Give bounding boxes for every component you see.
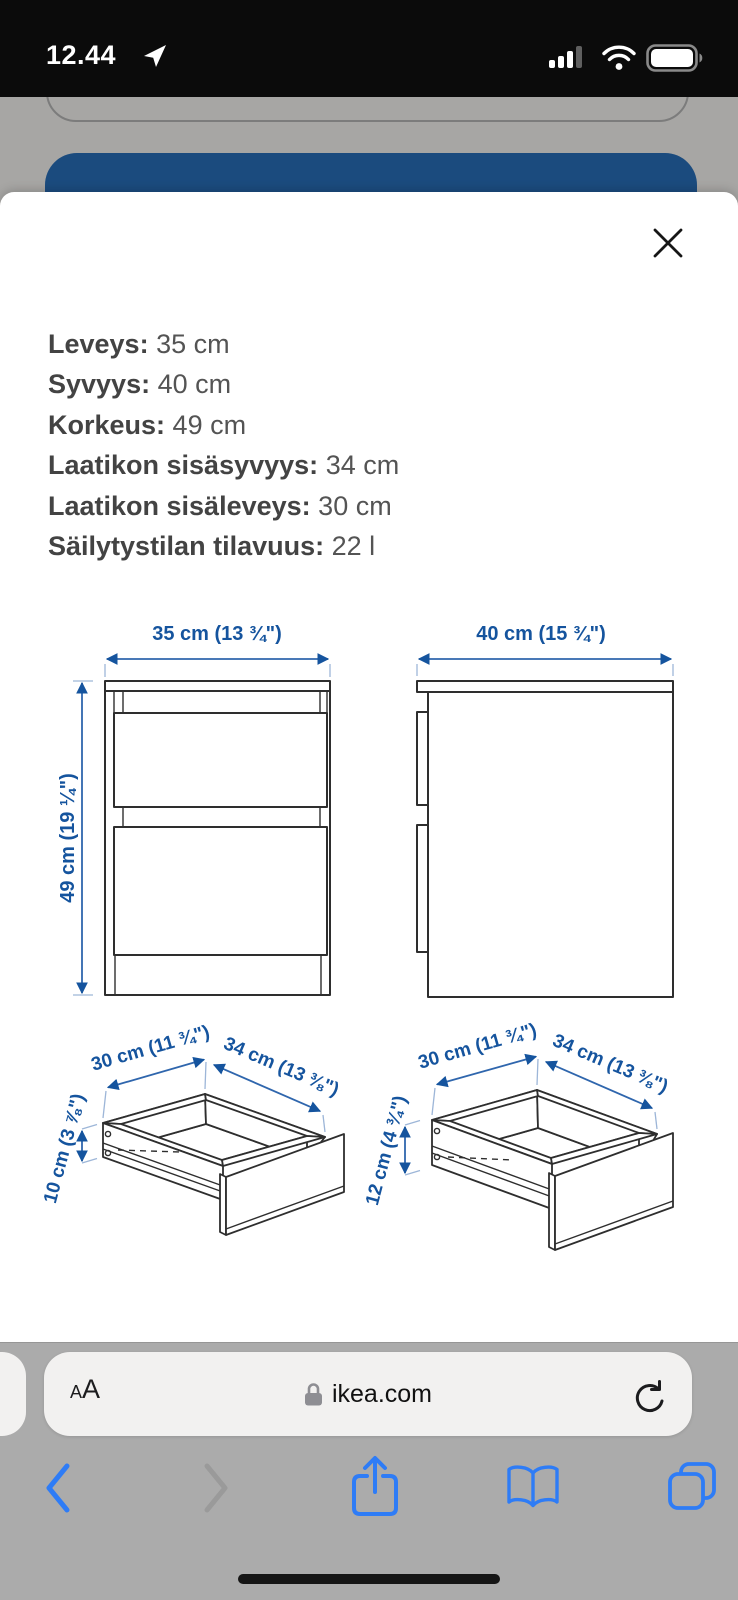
spec-row: Syvyys: 40 cm <box>48 369 232 400</box>
large-drawer-depth-label: 34 cm (13 ⅜") <box>549 1030 671 1098</box>
status-bar <box>0 0 738 97</box>
small-drawer-depth-label: 34 cm (13 ⅜") <box>220 1033 342 1101</box>
side-view-diagram <box>380 610 720 1010</box>
spec-row: Leveys: 35 cm <box>48 329 230 359</box>
reader-button[interactable]: AA <box>70 1374 101 1404</box>
tabs-icon[interactable] <box>666 1460 718 1512</box>
small-drawer-diagram <box>40 1010 370 1260</box>
reload-icon[interactable] <box>630 1378 666 1414</box>
side-depth-label: 40 cm (15 ¾") <box>476 623 606 645</box>
large-drawer-height-label: 12 cm (4 ¾") <box>361 1093 412 1208</box>
front-width-label: 35 cm (13 ¾") <box>152 623 282 645</box>
spec-row: Laatikon sisäleveys: 30 cm <box>48 490 392 521</box>
spec-row: Säilytystilan tilavuus: 22 l <box>48 530 376 561</box>
bookmarks-icon[interactable] <box>505 1464 561 1512</box>
cellular-signal-icon <box>549 46 585 70</box>
large-drawer-diagram <box>360 1010 700 1260</box>
close-icon[interactable] <box>650 225 686 261</box>
location-arrow-icon <box>142 43 168 69</box>
adjacent-tab-peek[interactable] <box>0 1352 26 1436</box>
home-indicator[interactable] <box>238 1574 500 1584</box>
measurement-list <box>48 324 668 566</box>
front-height-label: 49 cm (19 ¼") <box>57 773 79 903</box>
clock: 12.44 <box>46 40 117 70</box>
forward-icon[interactable] <box>201 1462 231 1514</box>
spec-row: Korkeus: 49 cm <box>48 409 247 440</box>
battery-icon <box>646 44 704 72</box>
small-drawer-width-label: 30 cm (11 ¾") <box>88 1021 213 1076</box>
small-drawer-height-label: 10 cm (3 ⅞") <box>40 1091 90 1206</box>
front-view-diagram <box>40 610 370 1010</box>
share-icon[interactable] <box>349 1454 401 1518</box>
back-icon[interactable] <box>43 1462 73 1514</box>
url-text: ikea.com <box>331 1379 433 1408</box>
wifi-icon <box>601 45 637 71</box>
large-drawer-width-label: 30 cm (11 ¾") <box>415 1019 540 1074</box>
spec-row: Laatikon sisäsyvyys: 34 cm <box>48 450 400 481</box>
address-bar[interactable] <box>44 1352 692 1436</box>
